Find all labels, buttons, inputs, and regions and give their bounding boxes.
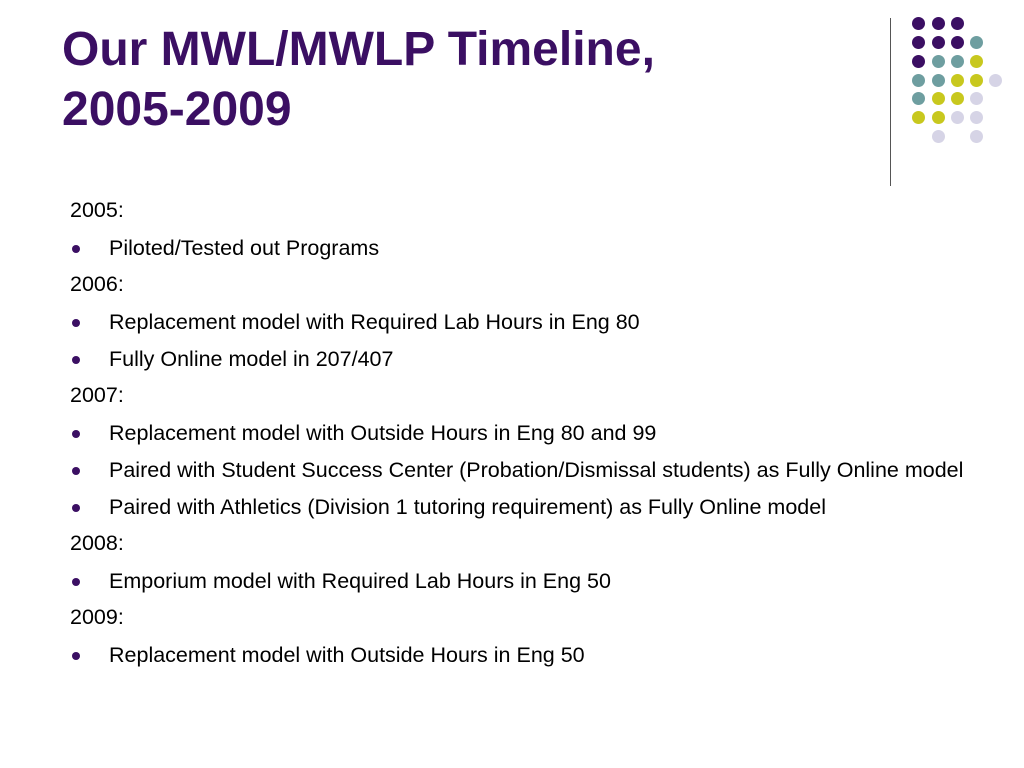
item-text: Replacement model with Required Lab Hours in Eng 80: [109, 310, 640, 334]
list-item: [70, 492, 990, 523]
decorative-dot: [970, 111, 983, 124]
decorative-dot: [932, 130, 945, 143]
bullet-icon: [72, 245, 80, 253]
bullet-icon: [72, 356, 80, 364]
title-divider: [890, 18, 891, 186]
item-text: Emporium model with Required Lab Hours in Eng 50: [109, 569, 611, 593]
decorative-dot: [932, 74, 945, 87]
decorative-dot: [951, 74, 964, 87]
decorative-dot: [912, 36, 925, 49]
items-2005: [70, 233, 990, 264]
decorative-dot: [970, 74, 983, 87]
decorative-dot: [932, 92, 945, 105]
timeline-content: [70, 196, 990, 677]
year-label-2006: 2006:: [70, 272, 124, 296]
decorative-dot: [932, 55, 945, 68]
bullet-icon: [72, 652, 80, 660]
year-label-2009: 2009:: [70, 605, 124, 629]
decorative-dot: [912, 55, 925, 68]
decorative-dot: [932, 111, 945, 124]
item-text: Paired with Student Success Center (Probation/Dismissal students) as Fully Online model: [109, 458, 964, 482]
decorative-dot: [912, 111, 925, 124]
slide-title: [62, 20, 862, 140]
title-line-2: 2005-2009: [62, 83, 292, 136]
decorative-dot: [951, 92, 964, 105]
bullet-icon: [72, 504, 80, 512]
list-item: [70, 307, 990, 338]
decorative-dot: [970, 36, 983, 49]
item-text: Fully Online model in 207/407: [109, 347, 394, 371]
decorative-dot: [951, 55, 964, 68]
items-2008: [70, 566, 990, 597]
bullet-icon: [72, 430, 80, 438]
decorative-dot: [912, 92, 925, 105]
decorative-dot: [951, 111, 964, 124]
decorative-dot: [970, 130, 983, 143]
list-item: [70, 455, 990, 486]
year-label-2007: 2007:: [70, 383, 124, 407]
item-text: Replacement model with Outside Hours in Eng 50: [109, 643, 585, 667]
items-2009: [70, 640, 990, 671]
title-line-1: Our MWL/MWLP Timeline,: [62, 23, 655, 76]
list-item: [70, 233, 990, 264]
year-label-2005: 2005:: [70, 198, 124, 222]
items-2007: [70, 418, 990, 523]
decorative-dot: [932, 17, 945, 30]
bullet-icon: [72, 319, 80, 327]
year-label-2008: 2008:: [70, 531, 124, 555]
list-item: [70, 344, 990, 375]
item-text: Piloted/Tested out Programs: [109, 236, 380, 260]
decorative-dot: [932, 36, 945, 49]
decorative-dot: [951, 17, 964, 30]
decorative-dot: [912, 74, 925, 87]
decorative-dot: [951, 36, 964, 49]
decorative-dot: [970, 92, 983, 105]
decorative-dot: [970, 55, 983, 68]
list-item: [70, 640, 990, 671]
item-text: Replacement model with Outside Hours in Eng 80 and 99: [109, 421, 657, 445]
list-item: [70, 418, 990, 449]
list-item: [70, 566, 990, 597]
decorative-dot: [989, 74, 1002, 87]
bullet-icon: [72, 578, 80, 586]
decorative-dot: [912, 17, 925, 30]
item-text: Paired with Athletics (Division 1 tutoring requirement) as Fully Online model: [109, 495, 826, 519]
items-2006: [70, 307, 990, 375]
bullet-icon: [72, 467, 80, 475]
